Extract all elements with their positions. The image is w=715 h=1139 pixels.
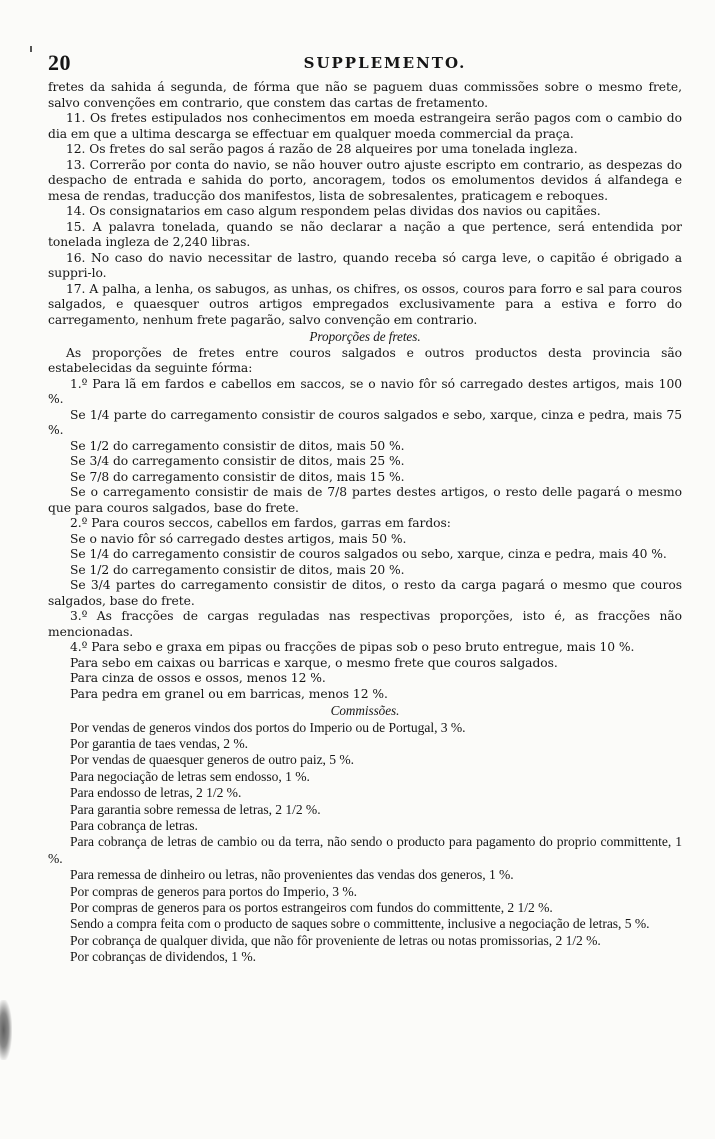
list-item: 3.º As fracções de cargas reguladas nas respectivas proporções, isto é, as fracções não mencionadas.	[48, 609, 682, 639]
paragraph: 14. Os consignatarios em caso algum respondem pelas dividas dos navios ou capitães.	[66, 204, 601, 218]
list-item: Se o carregamento consistir de mais de 7/8 partes destes artigos, o resto delle pagará o mesmo que para couros salgados, base do frete.	[48, 485, 682, 515]
page-edge-stain	[0, 1000, 12, 1060]
list-item: Para endosso de letras, 2 1/2 %.	[70, 785, 242, 801]
list-item: Se 7/8 do carregamento consistir de ditos, mais 15 %.	[70, 469, 405, 484]
list-item: Para pedra em granel ou em barricas, menos 12 %.	[70, 686, 388, 701]
list-item: 4.º Para sebo e graxa em pipas ou fracções de pipas sob o peso bruto entregue, mais 10 %.	[70, 640, 635, 654]
list-item: Para sebo em caixas ou barricas e xarque, o mesmo frete que couros salgados.	[70, 655, 558, 670]
page-number: 20	[48, 50, 71, 75]
list-item: Por compras de generos para portos do Imperio, 3 %.	[70, 883, 357, 899]
list-item: Para remessa de dinheiro ou letras, não provenientes das vendas dos generos, 1 %.	[70, 867, 514, 883]
commissoes-list	[48, 720, 682, 966]
list-item: 2.º Para couros seccos, cabellos em fardos, garras em fardos:	[70, 516, 451, 530]
paragraph: 16. No caso do navio necessitar de lastro, quando receba só carga leve, o capitão é obrigado a suppri-lo.	[48, 250, 682, 280]
list-item: Por garantia de taes vendas, 2 %.	[70, 735, 249, 751]
page-header	[48, 52, 682, 76]
list-item: Se o navio fôr só carregado destes artigos, mais 50 %.	[70, 531, 407, 546]
list-item: Por compras de generos para os portos estrangeiros com fundos do committente, 2 1/2 %.	[70, 899, 553, 915]
paragraph: fretes da sahida á segunda, de fórma que não se paguem duas commissões sobre o mesmo frete, salvo convenções em contrario, que constem das cartas de fretamento.	[48, 80, 682, 110]
running-head: SUPPLEMENTO.	[303, 54, 467, 72]
list-item: Para cinza de ossos e ossos, menos 12 %.	[70, 671, 326, 685]
section-intro: As proporções de fretes entre couros salgados e outros productos desta provincia são estabelecidas da seguinte fórma:	[48, 345, 682, 375]
list-item: Para cobrança de letras de cambio ou da terra, não sendo o producto para pagamento do proprio committente, 1 %.	[48, 834, 682, 866]
list-item: Por vendas de quaesquer generos de outro paiz, 5 %.	[70, 752, 354, 768]
list-item: Para negociação de letras sem endosso, 1 %.	[70, 768, 310, 784]
margin-mark	[30, 46, 32, 52]
list-item: Se 1/4 parte do carregamento consistir de couros salgados e sebo, xarque, cinza e pedra, mais 75 %.	[48, 407, 682, 437]
list-item: Se 1/2 do carregamento consistir de ditos, mais 50 %.	[70, 438, 405, 453]
list-item: Se 3/4 do carregamento consistir de ditos, mais 25 %.	[70, 454, 405, 468]
paragraph: 12. Os fretes do sal serão pagos á razão de 28 alqueires por uma tonelada ingleza.	[66, 142, 578, 156]
list-item: Se 1/4 do carregamento consistir de couros salgados ou sebo, xarque, cinza e pedra, mais 40 %.	[70, 547, 667, 561]
paragraph: 13. Correrão por conta do navio, se não houver outro ajuste escripto em contrario, as despezas do despacho de entrada e sahida do porto, ancoragem, todos os emolumentos devidos á alfandega e mesa de rendas, traducção dos manifestos, lista de sobresalentes, praticagem e reboques.	[48, 157, 682, 203]
section-title-commissoes: Commissões.	[330, 703, 400, 718]
list-item: Sendo a compra feita com o producto de saques sobre o committente, inclusive a negociação de letras, 5 %.	[70, 916, 650, 932]
list-item: Por cobranças de dividendos, 1 %.	[70, 949, 256, 965]
list-item: Para garantia sobre remessa de letras, 2 1/2 %.	[70, 801, 321, 817]
paragraph: 11. Os fretes estipulados nos conhecimentos em moeda estrangeira serão pagos com o cambio do dia em que a ultima descarga se effectuar em qualquer moeda commercial da praça.	[48, 111, 682, 141]
page-body	[48, 80, 682, 966]
list-item: 1.º Para lã em fardos e cabellos em saccos, se o navio fôr só carregado destes artigos, mais 100 %.	[48, 376, 682, 406]
list-item: Por cobrança de qualquer divida, que não fôr proveniente de letras ou notas promissorias, 2 1/2 %.	[70, 932, 601, 948]
list-item: Para cobrança de letras.	[70, 817, 198, 833]
list-item: Se 3/4 partes do carregamento consistir de ditos, o resto da carga pagará o mesmo que couros salgados, base do frete.	[48, 578, 682, 608]
paragraph: 17. A palha, a lenha, os sabugos, as unhas, os chifres, os ossos, couros para forro e sal para couros salgados, e quaesquer outros artigos empregados exclusivamente para a estiva e forro do carregamento, nenhum frete pagarão, salvo convenção em contrario.	[48, 281, 682, 327]
section-title-proporcoes: Proporções de fretes.	[309, 329, 421, 344]
paragraph: 15. A palavra tonelada, quando se não declarar a nação a que pertence, será entendida por tonelada ingleza de 2,240 libras.	[48, 219, 682, 249]
list-item: Por vendas de generos vindos dos portos do Imperio ou de Portugal, 3 %.	[70, 719, 466, 735]
list-item: Se 1/2 do carregamento consistir de ditos, mais 20 %.	[70, 562, 405, 577]
